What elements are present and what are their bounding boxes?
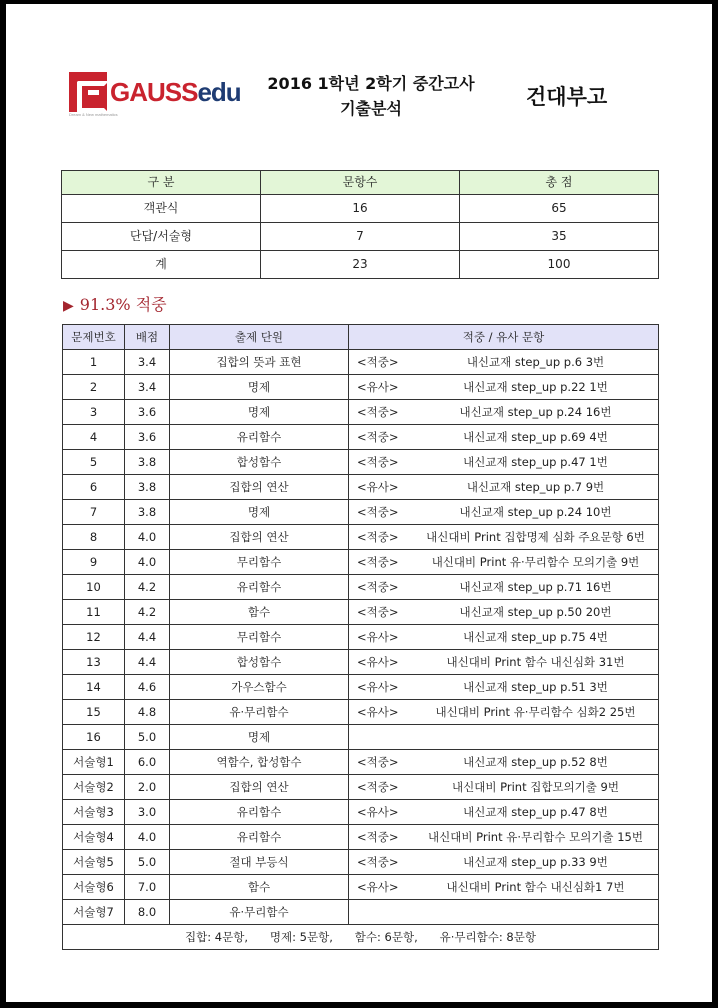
question-unit: 함수: [170, 875, 349, 900]
question-unit: 유리함수: [170, 575, 349, 600]
question-number: 3: [63, 400, 125, 425]
table-row: [63, 900, 659, 925]
match-source: 내신교재 step_up p.51 3번: [463, 680, 608, 694]
match-tag: <적중>: [357, 455, 399, 469]
question-unit: 집합의 뜻과 표현: [170, 350, 349, 375]
question-match: [349, 850, 659, 875]
table-row: [63, 575, 659, 600]
match-tag: <적중>: [357, 505, 399, 519]
question-unit: 명제: [170, 375, 349, 400]
question-unit: 무리함수: [170, 625, 349, 650]
question-match: [349, 875, 659, 900]
question-unit: 유·무리함수: [170, 900, 349, 925]
match-source: 내신대비 Print 함수 내신심화1 7번: [446, 880, 625, 894]
table-row: [63, 350, 659, 375]
question-unit: 역함수, 합성함수: [170, 750, 349, 775]
question-score: 4.0: [125, 550, 170, 575]
question-score: 3.8: [125, 475, 170, 500]
table-row: [63, 775, 659, 800]
match-tag: <유사>: [357, 680, 399, 694]
question-match: [349, 450, 659, 475]
triangle-right-icon: ▶: [63, 298, 74, 314]
match-source: 내신교재 step_up p.33 9번: [463, 855, 608, 869]
question-score: 6.0: [125, 750, 170, 775]
match-source: 내신대비 Print 함수 내신심화 31번: [446, 655, 625, 669]
match-tag: <유사>: [357, 805, 399, 819]
question-number: 15: [63, 700, 125, 725]
question-number: 16: [63, 725, 125, 750]
question-number: 서술형4: [63, 825, 125, 850]
table-row: [63, 825, 659, 850]
match-tag: <적중>: [357, 355, 399, 369]
question-number: 13: [63, 650, 125, 675]
question-score: 3.6: [125, 400, 170, 425]
question-match: [349, 575, 659, 600]
question-score: 2.0: [125, 775, 170, 800]
match-tag: <적중>: [357, 780, 399, 794]
table-row: [63, 600, 659, 625]
question-number: 14: [63, 675, 125, 700]
document-page: [6, 4, 712, 1002]
question-match: [349, 775, 659, 800]
question-score: 3.8: [125, 500, 170, 525]
question-number: 8: [63, 525, 125, 550]
summary-header-total: 총 점: [460, 171, 659, 195]
question-number: 서술형2: [63, 775, 125, 800]
question-number: 10: [63, 575, 125, 600]
question-unit: 함수: [170, 600, 349, 625]
match-source: 내신교재 step_up p.24 16번: [459, 405, 612, 419]
match-tag: <유사>: [357, 380, 399, 394]
question-score: 5.0: [125, 850, 170, 875]
analysis-header-row: [63, 325, 659, 350]
analysis-table: [62, 324, 659, 950]
match-source: 내신대비 Print 유·무리함수 심화2 25번: [435, 705, 636, 719]
match-source: 내신교재 step_up p.22 1번: [463, 380, 608, 394]
hit-rate: [63, 292, 167, 315]
question-match: [349, 375, 659, 400]
question-number: 11: [63, 600, 125, 625]
question-score: 3.4: [125, 375, 170, 400]
question-match: [349, 675, 659, 700]
question-unit: 유리함수: [170, 425, 349, 450]
summary-cell: 100: [460, 251, 659, 279]
question-number: 5: [63, 450, 125, 475]
question-score: 4.8: [125, 700, 170, 725]
summary-header-row: [62, 171, 659, 195]
summary-header-category: 구 분: [62, 171, 261, 195]
summary-header-count: 문항수: [261, 171, 460, 195]
question-unit: 집합의 연산: [170, 775, 349, 800]
match-tag: <유사>: [357, 480, 399, 494]
question-match: [349, 825, 659, 850]
header-score: 배점: [125, 325, 170, 350]
table-row: [63, 625, 659, 650]
header-question-number: 문제번호: [63, 325, 125, 350]
question-score: 3.6: [125, 425, 170, 450]
question-score: 4.6: [125, 675, 170, 700]
question-match: [349, 400, 659, 425]
summary-row: [62, 251, 659, 279]
match-source: 내신교재 step_up p.50 20번: [459, 605, 612, 619]
summary-cell: 객관식: [62, 195, 261, 223]
question-score: 4.0: [125, 825, 170, 850]
question-score: 5.0: [125, 725, 170, 750]
question-score: 4.2: [125, 575, 170, 600]
match-source: 내신교재 step_up p.71 16번: [459, 580, 612, 594]
question-number: 서술형7: [63, 900, 125, 925]
question-match: [349, 600, 659, 625]
school-name: 건대부고: [526, 85, 608, 109]
g-logo-icon: [69, 72, 107, 112]
summary-table: [61, 170, 659, 279]
question-unit: 합성함수: [170, 450, 349, 475]
header-match: 적중 / 유사 문항: [349, 325, 659, 350]
match-source: 내신교재 step_up p.7 9번: [466, 480, 605, 494]
table-row: [63, 525, 659, 550]
match-source: 내신대비 Print 집합모의기출 9번: [452, 780, 619, 794]
match-tag: <유사>: [357, 630, 399, 644]
logo-suffix: edu: [197, 77, 241, 107]
match-source: 내신교재 step_up p.6 3번: [466, 355, 605, 369]
question-unit: 유리함수: [170, 800, 349, 825]
logo-brand: GAUSS: [110, 77, 198, 107]
match-tag: <적중>: [357, 530, 399, 544]
question-number: 서술형6: [63, 875, 125, 900]
question-match: [349, 625, 659, 650]
question-number: 7: [63, 500, 125, 525]
question-unit: 명제: [170, 500, 349, 525]
table-row: [63, 850, 659, 875]
match-source: 내신교재 step_up p.69 4번: [463, 430, 608, 444]
question-number: 6: [63, 475, 125, 500]
question-number: 12: [63, 625, 125, 650]
table-row: [63, 450, 659, 475]
match-tag: <유사>: [357, 705, 399, 719]
match-source: 내신대비 Print 집합명제 심화 주요문항 6번: [426, 530, 645, 544]
match-tag: <적중>: [357, 555, 399, 569]
summary-cell: 16: [261, 195, 460, 223]
question-score: 4.2: [125, 600, 170, 625]
question-match: [349, 350, 659, 375]
match-tag: <유사>: [357, 655, 399, 669]
gauss-logo: [69, 72, 244, 116]
match-tag: <적중>: [357, 830, 399, 844]
match-tag: <적중>: [357, 855, 399, 869]
question-score: 4.0: [125, 525, 170, 550]
table-row: [63, 475, 659, 500]
question-match: [349, 750, 659, 775]
question-number: 서술형5: [63, 850, 125, 875]
unit-summary: 집합: 4문항, 명제: 5문항, 함수: 6문항, 유·무리함수: 8문항: [63, 925, 659, 950]
table-row: [63, 750, 659, 775]
question-match: [349, 725, 659, 750]
match-source: 내신교재 step_up p.47 1번: [463, 455, 608, 469]
match-source: 내신교재 step_up p.47 8번: [463, 805, 608, 819]
table-row: [63, 550, 659, 575]
hit-rate-text: 91.3% 적중: [79, 295, 167, 314]
analysis-table-body: [63, 325, 659, 950]
question-unit: 집합의 연산: [170, 475, 349, 500]
question-unit: 명제: [170, 400, 349, 425]
question-number: 2: [63, 375, 125, 400]
match-source: 내신교재 step_up p.24 10번: [459, 505, 612, 519]
question-match: [349, 500, 659, 525]
match-tag: <유사>: [357, 880, 399, 894]
question-match: [349, 650, 659, 675]
exam-title: 2016 1학년 2학기 중간고사: [267, 74, 475, 93]
question-number: 9: [63, 550, 125, 575]
unit-summary-row: [63, 925, 659, 950]
question-score: 3.8: [125, 450, 170, 475]
match-source: 내신교재 step_up p.52 8번: [463, 755, 608, 769]
summary-cell: 35: [460, 223, 659, 251]
question-unit: 유·무리함수: [170, 700, 349, 725]
question-match: [349, 700, 659, 725]
question-score: 4.4: [125, 625, 170, 650]
question-number: 서술형1: [63, 750, 125, 775]
question-match: [349, 525, 659, 550]
question-unit: 무리함수: [170, 550, 349, 575]
question-score: 4.4: [125, 650, 170, 675]
table-row: [63, 875, 659, 900]
question-unit: 절대 부등식: [170, 850, 349, 875]
question-unit: 집합의 연산: [170, 525, 349, 550]
question-unit: 가우스함수: [170, 675, 349, 700]
question-match: [349, 550, 659, 575]
table-row: [63, 375, 659, 400]
summary-row: [62, 223, 659, 251]
table-row: [63, 700, 659, 725]
table-row: [63, 500, 659, 525]
table-row: [63, 650, 659, 675]
question-match: [349, 800, 659, 825]
match-tag: <적중>: [357, 580, 399, 594]
table-row: [63, 675, 659, 700]
header-unit: 출제 단원: [170, 325, 349, 350]
match-source: 내신대비 Print 유·무리함수 모의기출 15번: [428, 830, 643, 844]
exam-subtitle: 기출분석: [340, 99, 402, 118]
match-source: 내신대비 Print 유·무리함수 모의기출 9번: [431, 555, 640, 569]
question-match: [349, 425, 659, 450]
question-score: 3.4: [125, 350, 170, 375]
question-unit: 명제: [170, 725, 349, 750]
summary-cell: 7: [261, 223, 460, 251]
question-score: 3.0: [125, 800, 170, 825]
summary-row: [62, 195, 659, 223]
table-row: [63, 400, 659, 425]
summary-cell: 65: [460, 195, 659, 223]
logo-tagline: Dream & New mathematics: [69, 112, 118, 117]
question-match: [349, 900, 659, 925]
question-number: 4: [63, 425, 125, 450]
match-tag: <적중>: [357, 430, 399, 444]
table-row: [63, 425, 659, 450]
summary-cell: 23: [261, 251, 460, 279]
table-row: [63, 725, 659, 750]
logo-wordmark: [110, 78, 241, 106]
summary-cell: 계: [62, 251, 261, 279]
question-score: 7.0: [125, 875, 170, 900]
question-match: [349, 475, 659, 500]
match-tag: <적중>: [357, 755, 399, 769]
question-number: 1: [63, 350, 125, 375]
question-score: 8.0: [125, 900, 170, 925]
question-number: 서술형3: [63, 800, 125, 825]
question-unit: 유리함수: [170, 825, 349, 850]
table-row: [63, 800, 659, 825]
match-tag: <적중>: [357, 405, 399, 419]
question-unit: 합성함수: [170, 650, 349, 675]
match-tag: <적중>: [357, 605, 399, 619]
summary-cell: 단답/서술형: [62, 223, 261, 251]
match-source: 내신교재 step_up p.75 4번: [463, 630, 608, 644]
